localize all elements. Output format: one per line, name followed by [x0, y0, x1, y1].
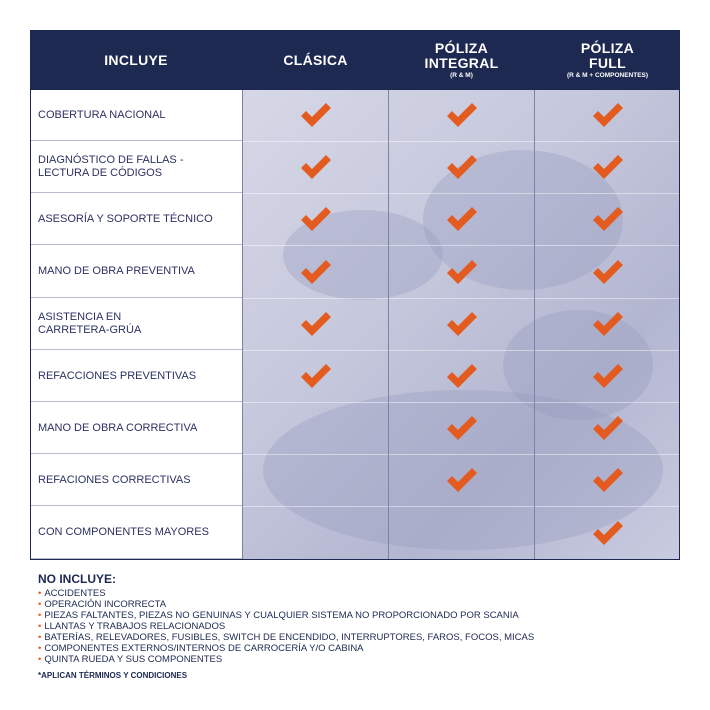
checkmark-icon: [445, 259, 479, 285]
row-divider: [242, 559, 680, 560]
header-includes-label: INCLUYE: [104, 51, 168, 68]
bullet-icon: •: [38, 588, 42, 599]
column-divider: [242, 90, 243, 560]
table-row: [30, 90, 680, 142]
bullet-icon: •: [38, 632, 42, 643]
checkmark-icon: [299, 363, 333, 389]
column-divider: [388, 90, 389, 560]
checkmark-icon: [299, 154, 333, 180]
header-integral-sub: (R & M): [450, 71, 473, 79]
exclusion-item: [38, 643, 678, 654]
row-label: [30, 142, 242, 193]
table-header: [30, 30, 680, 90]
row-label-line1: MANO DE OBRA CORRECTIVA: [38, 421, 198, 434]
row-label-line1: REFACCIONES PREVENTIVAS: [38, 369, 197, 382]
exclusion-text: ACCIDENTES: [44, 588, 106, 599]
checkmark-icon: [445, 363, 479, 389]
row-label: [30, 455, 242, 506]
row-label-line2: CARRETERA-GRÚA: [38, 323, 142, 336]
exclusion-text: OPERACIÓN INCORRECTA: [44, 599, 167, 610]
header-includes: [30, 30, 242, 90]
exclusion-item: [38, 632, 678, 643]
checkmark-icon: [591, 520, 625, 546]
table-row: [30, 194, 680, 246]
header-integral-line1: PÓLIZA: [434, 39, 489, 56]
exclusion-item: [38, 599, 678, 610]
exclusions-list: [38, 588, 678, 665]
terms-note: *APLICAN TÉRMINOS Y CONDICIONES: [38, 671, 188, 680]
row-label-line2: LECTURA DE CÓDIGOS: [38, 167, 163, 180]
row-label: [30, 247, 242, 298]
checkmark-icon: [445, 311, 479, 337]
row-label: [30, 403, 242, 454]
checkmark-icon: [591, 102, 625, 128]
table-row: [30, 403, 680, 455]
exclusion-text: PIEZAS FALTANTES, PIEZAS NO GENUINAS Y CUALQUIER SISTEMA NO PROPORCIONADO POR SCANIA: [44, 610, 519, 621]
table-row: [30, 142, 680, 194]
coverage-table: [30, 30, 680, 560]
checkmark-icon: [591, 415, 625, 441]
checkmark-icon: [591, 259, 625, 285]
checkmark-icon: [299, 311, 333, 337]
bullet-icon: •: [38, 610, 42, 621]
checkmark-icon: [445, 102, 479, 128]
table-row: [30, 508, 680, 560]
checkmark-icon: [445, 154, 479, 180]
bullet-icon: •: [38, 599, 42, 610]
header-full: [535, 30, 680, 90]
exclusion-item: [38, 588, 678, 599]
checkmark-icon: [299, 206, 333, 232]
header-clasica-label: CLÁSICA: [283, 51, 348, 68]
table-row: [30, 455, 680, 507]
header-full-sub: (R & M + COMPONENTES): [566, 71, 649, 79]
exclusion-text: COMPONENTES EXTERNOS/INTERNOS DE CARROCERÍA Y/O CABINA: [44, 643, 364, 654]
row-label: [30, 299, 242, 350]
row-label-line1: DIAGNÓSTICO DE FALLAS -: [38, 154, 184, 167]
table-row: [30, 299, 680, 351]
checkmark-icon: [591, 363, 625, 389]
header-integral-line2: INTEGRAL: [424, 54, 499, 71]
exclusions-section: [38, 572, 678, 665]
table-row: [30, 247, 680, 299]
bullet-icon: •: [38, 643, 42, 654]
exclusion-item: [38, 621, 678, 632]
header-full-line2: FULL: [589, 54, 626, 71]
row-label: [30, 194, 242, 245]
checkmark-icon: [445, 467, 479, 493]
exclusion-text: LLANTAS Y TRABAJOS RELACIONADOS: [44, 621, 226, 632]
checkmark-icon: [591, 154, 625, 180]
checkmark-icon: [445, 415, 479, 441]
header-integral: [389, 30, 534, 90]
row-label-line1: CON COMPONENTES MAYORES: [38, 526, 209, 539]
column-divider: [534, 90, 535, 560]
header-clasica: [243, 30, 388, 90]
row-label-line1: ASESORÍA Y SOPORTE TÉCNICO: [38, 212, 213, 225]
checkmark-icon: [445, 206, 479, 232]
bullet-icon: •: [38, 621, 42, 632]
row-label: [30, 508, 242, 559]
row-label-line1: ASISTENCIA EN: [38, 310, 122, 323]
header-full-line1: PÓLIZA: [580, 39, 635, 56]
bullet-icon: •: [38, 654, 42, 665]
exclusion-item: [38, 610, 678, 621]
checkmark-icon: [299, 102, 333, 128]
exclusions-title: NO INCLUYE:: [38, 572, 116, 586]
checkmark-icon: [591, 206, 625, 232]
table-row: [30, 351, 680, 403]
row-label: [30, 351, 242, 402]
exclusion-text: BATERÍAS, RELEVADORES, FUSIBLES, SWITCH DE ENCENDIDO, INTERRUPTORES, FAROS, FOCOS, MICAS: [44, 632, 535, 643]
exclusion-item: [38, 654, 678, 665]
exclusion-text: QUINTA RUEDA Y SUS COMPONENTES: [44, 654, 223, 665]
checkmark-icon: [591, 467, 625, 493]
row-label-line1: REFACIONES CORRECTIVAS: [38, 473, 191, 486]
checkmark-icon: [299, 259, 333, 285]
row-label-line1: MANO DE OBRA PREVENTIVA: [38, 265, 195, 278]
row-label-line1: COBERTURA NACIONAL: [38, 108, 166, 121]
row-label: [30, 90, 242, 141]
checkmark-icon: [591, 311, 625, 337]
